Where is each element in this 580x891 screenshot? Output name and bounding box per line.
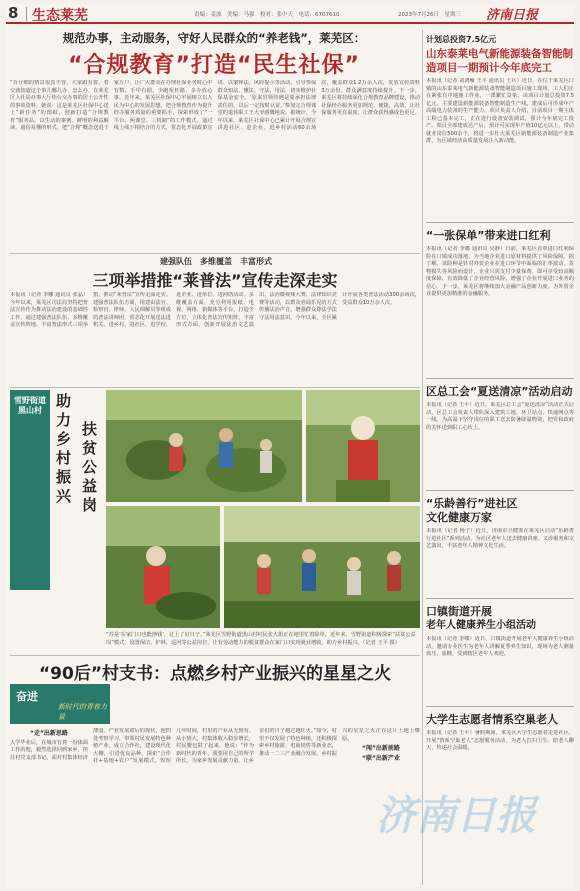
right-divider — [426, 598, 574, 599]
bottom-body — [10, 728, 420, 886]
location-badge-text: 雪野街道黑山村 — [14, 396, 46, 415]
right-divider — [426, 222, 574, 223]
right-headline-5[interactable]: 大学生志愿者情系空巢老人 — [426, 713, 558, 726]
right-lead-subhead: 计划总投资7.5亿元 — [426, 35, 497, 44]
right-headline-2[interactable]: 区总工会“夏送清凉”活动启动 — [426, 385, 573, 398]
section-divider — [10, 253, 420, 254]
right-lead-body: 本报讯（记者 刘鸿雁 王平 通讯员 王兵）近日，在位于莱芜区口镇的山东泰莱电气新能源装备智能制造项目施工现场，工人们正在紧张有序地施工作业，一派繁忙景象。该项目计划总投资7.5亿元，主要建设新能源装备智能制造生产线，建成后可形成年产高端电力装备的生产能力。项目负责人介绍，目前项目一期主体工程已基本完工，正在进行设备安装调试，预计今年底完工投产。项目全部建成达产后，预计可实现年产值10亿元以上，带动就业岗位500余个，将进一步壮大莱芜区新能源装备制造产业集群，为区域经济高质量发展注入新动能。 — [426, 78, 574, 144]
lead-kicker: 规范办事，主动服务，守好人民群众的“养老钱”，莱芜区： — [62, 31, 366, 45]
photo-collage — [106, 390, 420, 628]
middle-headline[interactable]: 三项举措推“莱普法”宣传走深走实 — [92, 271, 338, 290]
photo-woman-weeding[interactable] — [106, 506, 220, 628]
page-number: 8 — [8, 4, 19, 22]
right-body-3: 本报讯（记者 杨子）近日，济南市卫健委在莱芜区启动“乐龄善行进社区”系列活动，为社区老年人送去健康讲座、义诊服务和文艺演出，丰富老年人精神文化生活。 — [426, 528, 574, 549]
column-badge — [10, 684, 110, 724]
right-body-2: 本报讯（记者 王平）近日，莱芜区总工会“夏送清凉”活动正式启动，区总工会负责人带队深入建筑工地、环卫站点、快递网点等一线，为高温下坚守岗位的职工送去防暑降温物资，把党和政府的关怀送到职工心坎上。 — [426, 402, 574, 431]
right-body-5: 本报讯（记者 王平）暑假期间，莱芜区大学生志愿者走进社区，开展“情系空巢老人”志愿服务活动，为老人打扫卫生、陪老人聊天，传递社会温暖。 — [426, 730, 574, 751]
vertical-headline-2: 助力乡村振兴 — [56, 392, 72, 505]
section-divider — [10, 655, 420, 656]
right-divider — [426, 378, 574, 379]
right-body-1: 本报讯（记者 李娜 通讯员 吴静）日前，莱芜区首单进口红利保险在口镇成功落地，为当地企业进口原材料提供了风险保障。据了解，该险种是针对外贸企业在进口环节中面临的汇率波动、货物损失等风险而设计，企业只需支付少量保费，即可享受较高额度保障，有效降低了企业经营风险，增强了企业开展进口业务的信心。下一步，莱芜区将继续加大金融产品创新力度，为外贸企业提供更加精准的金融服务。 — [426, 246, 574, 297]
lead-headline[interactable]: “合规教育”打造“民生社保” — [68, 53, 360, 78]
watermark-logo: 济南日报 — [376, 793, 536, 839]
section-title: 生态莱芜 — [32, 8, 88, 24]
middle-body: 本报讯（记者 李娜 通讯员 张晶）今年以来，莱芜区司法局坚持把普法宣传作为推动法治建设的基础性工作，通过建强普法队伍、多维覆盖宣传阵地、丰富普法形式三项举措，推动“莱普法”宣传走深走实。建强普法队伍方面，组建由法官、检察官、律师、人民调解员等组成的普法讲师团，常态化开展送法进机关、进乡村、进社区、进学校、进企业、进单位、进网络活动。多维覆盖方面，充分利用报纸、电视、网络、新媒体等平台，打造全方位、立体化普法宣传矩阵。丰富形式方面，创新开展法治文艺演出、法治微视频大赛、法律知识竞赛等活动，以群众喜闻乐见的方式传播法治声音，增强群众尊法学法守法用法意识。今年以来，全区累计开展各类普法活动300余场次，受益群众10万余人次。 — [10, 292, 420, 328]
photo-field-workers[interactable] — [106, 390, 302, 502]
right-headline-3b[interactable]: 文化健康万家 — [426, 511, 492, 524]
section-divider — [10, 387, 420, 388]
column-badge-title: 奋进 — [16, 690, 38, 703]
masthead — [6, 4, 574, 24]
photo-caption: “苏是‘在家门口也能挣钱’，过上了好日子。”莱芜区雪野街道黑山村村民张大姐正在地里忙着除草。近年来，雪野街道积极探索“扶贫公益岗”模式，设置保洁、护林、巡河等公益岗位，让有劳动能力的脱贫群众在家门口实现就业增收，助力乡村振兴。（记者 王平 摄） — [106, 632, 416, 646]
right-headline-1[interactable]: “一张保单”带来进口红利 — [426, 229, 551, 242]
right-headline-3[interactable]: “乐龄善行”进社区 — [426, 497, 518, 510]
masthead-divider — [26, 7, 27, 21]
bottom-subhead-2: “闯”出新前路 — [362, 745, 400, 752]
column-divider — [422, 30, 423, 885]
bottom-headline[interactable]: “90后”村支书：点燃乡村产业振兴的星星之火 — [38, 664, 391, 684]
staff-credits: 责编：姜波 美编：马强 校对：张中天 电话：6707610 — [194, 12, 340, 18]
location-badge — [10, 390, 50, 590]
bottom-subhead-3: “联”出新产业 — [362, 754, 400, 762]
bottom-body-text: 大学毕业后，在城市有着一份体面工作的他，毅然选择回到家乡，担任村党支部书记。面对村集体经济薄弱、产业发展滞后的现状，他四处考察学习，带领村民发展特色种植产业，成立合作社，建设现代化大棚，引进优良品种，探索“合作社+基地+农户”发展模式。短短几年时间，村里的产业从无到有、从小到大，村集体收入稳步增长，村民腰包鼓了起来。他说：“作为新时代的青年，我要用自己的所学所长，为家乡发展贡献力量，让乡亲们的日子越过越红火。”如今，村里不仅发展了特色种植，还积极探索乡村旅游、电商销售等新业态，推动一二三产业融合发展，乡村振兴的星星之火正在这片土地上燎原。 — [10, 728, 420, 764]
right-divider — [426, 490, 574, 491]
middle-kicker: 建强队伍 多维覆盖 丰富形式 — [160, 257, 272, 266]
bottom-subhead-1: “走”出新思路 — [30, 730, 68, 737]
right-divider — [426, 706, 574, 707]
right-body-4: 本报讯（记者 李娜）近日，口镇街道开展老年人健康养生小组活动，邀请专业医生为老年人讲解夏季养生知识，现场为老人测量血压、血糖，受到辖区老年人欢迎。 — [426, 636, 574, 657]
photo-farm-team[interactable] — [224, 506, 420, 628]
right-news-column — [426, 30, 574, 790]
newspaper-page — [6, 4, 574, 887]
vertical-headline-1: 扶贫公益岗 — [82, 420, 98, 514]
column-badge-subtitle: 新时代的青春力量 — [58, 703, 107, 721]
right-lead-headline[interactable]: 山东泰莱电气新能源装备智能制造项目一期预计今年底完工 — [426, 48, 573, 74]
issue-date: 2023年7月26日 星期三 — [398, 12, 461, 18]
lead-body: “百仔细的情景很真不容，大家跟有着，着交就知道这个事儿哪儿办，怎么办，在莱芜区人社局办事大厅柜台交办事的居士公开性的事项资料，她说：这是莱芜区社保中心送上“新任务”的图纸，创新打造“合规教育”服务品，以生动的案例、鲜明的利益解读、通俗易懂的形式，把“合规”概念送进千家万户，让广大群众在办理社保业务时心中有数、手中有据，少跑冤枉路，多办放心事。近年来，莱芜区社保中心牢固树立以人民为中心的发展思想，把合规教育作为提升经办服务质量的重要抓手，探索形成了“一平台、两课堂、三机制”的工作模式。通过线上线下相结合的方式，常态化开展政策宣讲、以案释法、风险提示等活动，引导参保群众知法、懂法、守法、用法，切实维护社保基金安全。‘原来冒领待遇是要承担法律责任的，以后一定按时认证。’参加完合规课堂的退休职工王大爷感慨地说。据统计，今年以来，莱芜区社保中心已累计开展合规宣讲进社区、进企业、进乡村活动60余场次，覆盖群众1.2万余人次，发放宣传资料3万余份，群众满意度持续提升。下一步，莱芜区将持续深化合规教育品牌建设，推动社保经办服务更加规范、便捷、高效，让社保服务更有温度，让群众获得感成色更足。 — [10, 80, 420, 131]
right-headline-4b[interactable]: 老年人健康养生小组活动 — [426, 620, 536, 631]
right-headline-4[interactable]: 口镇街道开展 — [426, 605, 492, 618]
photo-villager-portrait[interactable] — [306, 390, 420, 502]
newspaper-logo: 济南日报 — [486, 8, 539, 23]
